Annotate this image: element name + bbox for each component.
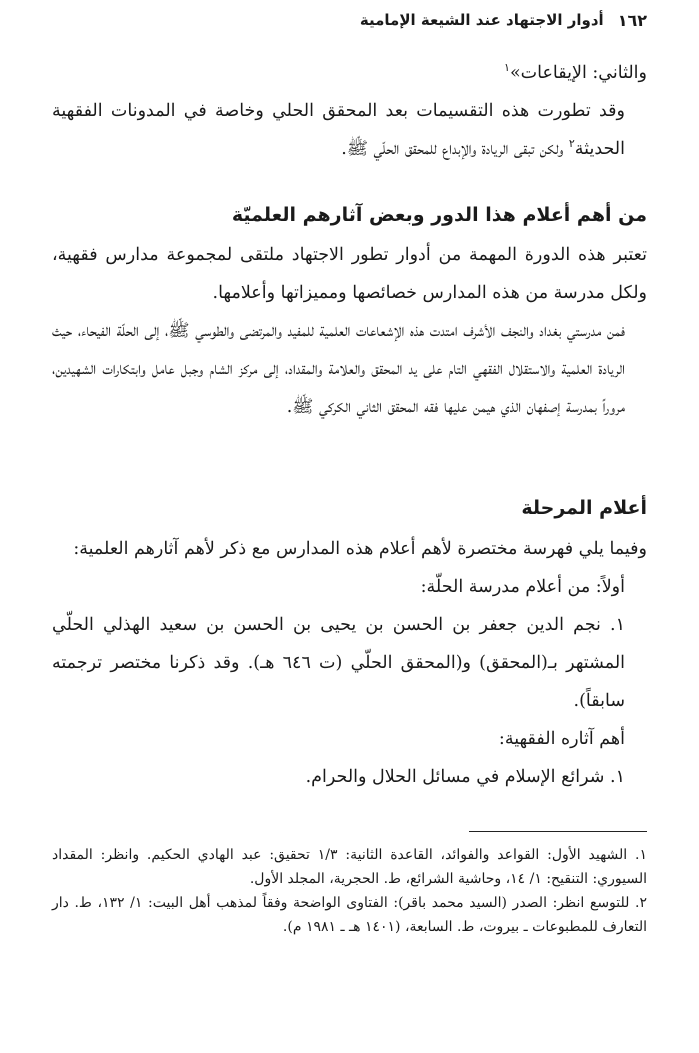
running-header-title: أدوار الاجتهاد عند الشيعة الإمامية — [359, 11, 604, 29]
section-heading: أعلام المرحلة — [521, 497, 647, 519]
paragraph: تعتبر هذه الدورة المهمة من أدوار تطور الاجتهاد ملتقى لمجموعة مدارس فقهية، ولكل مدرسة من هذه المدارس خصائصها ومميزاتها وأعلامها. — [52, 245, 647, 303]
page-number: ١٦٢ — [617, 10, 647, 30]
section-two-body — [52, 530, 647, 796]
paragraph: فمن مدرستي بغداد والنجف الأشرف امتدت هذه الإشعاعات العلمية للمفيد والمرتضى والطوسي ﷺ، إلى الحلّة الفيحاء، حيث الريادة العلمية والاستقلال الفقهي التام على يد المحقق والعلامة والمقداد، إلى مركز الشام وجبل عامل وابتكارات الشهيدين، مروراً بمدرسة إصفهان الذي هيمن عليها فقه المحقق الثاني الكركي ﷺ. — [52, 321, 625, 417]
footnote-ref: ٢ — [568, 137, 575, 151]
works-label: أهم آثاره الفقهية: — [498, 729, 625, 749]
list-item: ١. شرائع الإسلام في مسائل الحلال والحرام. — [305, 767, 625, 787]
intro-paragraph: وقد تطورت هذه التقسيمات بعد المحقق الحلي وخاصة في المدونات الفقهية الحديثة$^٢$ ولكن تبقى الريادة والإبداع للمحقق الحلّي ﷺ. — [52, 101, 625, 159]
intro-line: والثاني: الإيقاعات»$^١$ — [504, 61, 647, 83]
footnote-ref: ١ — [504, 61, 510, 75]
subheading: أولاً: من أعلام مدرسة الحلّة: — [420, 577, 625, 597]
section-heading: من أهم أعلام هذا الدور وبعض آثارهم العلميّة — [231, 204, 647, 226]
footnote: ١. الشهيد الأول: القواعد والفوائد، القاعدة الثانية: ١/٣ تحقيق: عبد الهادي الحكيم. وانظر: المقداد السيوري: التنقيح: ١/ ١٤، وحاشية الشرائع، ط. الحجرية، المجلد الأول. — [52, 847, 647, 887]
footnotes — [52, 843, 647, 939]
section-one-body — [52, 236, 647, 426]
footnote-divider — [469, 831, 647, 832]
paragraph: وفيما يلي فهرسة مختصرة لأهم أعلام هذه المدارس مع ذكر لأهم آثارهم العلمية: — [73, 539, 647, 559]
list-item: ١. نجم الدين جعفر بن الحسن بن يحيى بن الحسن بن سعيد الهذلي الحلّي المشتهر بـ(المحقق) و(المحقق الحلّي (ت ٦٤٦ هـ). وقد ذكرنا مختصر ترجمته سابقاً). — [52, 615, 626, 711]
footnote: ٢. للتوسع انظر: الصدر (السيد محمد باقر): الفتاوى الواضحة وفقاً لمذهب أهل البيت: ١/ ١٣٢، ط. دار التعارف للمطبوعات ـ بيروت، ط. السابعة، (١٤٠١ هـ ـ ١٩٨١ م). — [52, 895, 647, 935]
intro-block — [52, 54, 647, 168]
running-header — [52, 6, 647, 34]
